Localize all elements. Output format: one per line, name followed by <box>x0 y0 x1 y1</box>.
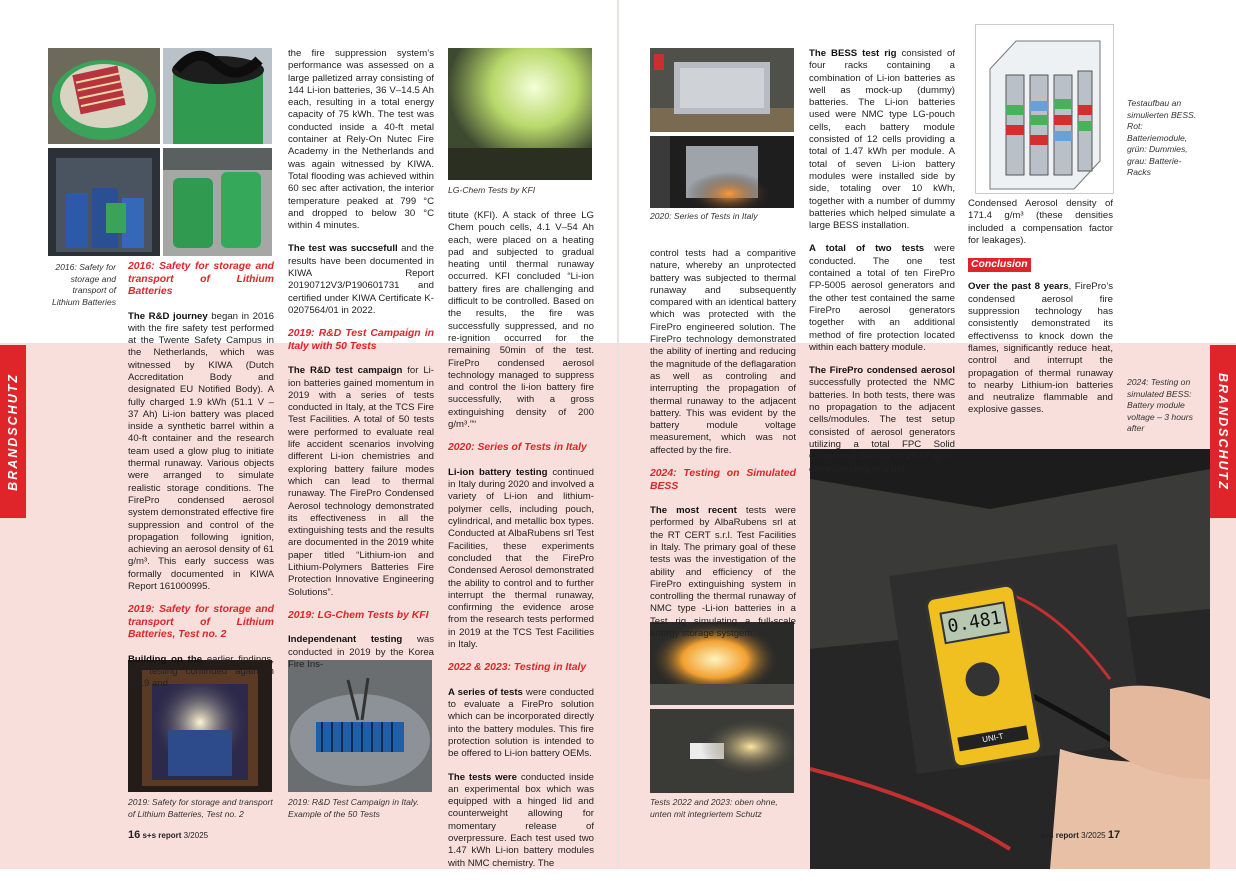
caption-2016: 2016: Safety for storage and transport of Lithium Batteries <box>51 262 116 307</box>
caption-2019-no2: 2019: Safety for storage and transport of Lithium Batteries, Test no. 2 <box>128 797 273 819</box>
heading-lgchem: 2019: LG-Chem Tests by KFI <box>288 609 429 621</box>
photo-battery-module-2020 <box>650 48 794 132</box>
caption-2024: 2024: Testing on simulated BESS: Battery module voltage – 3 hours after <box>1127 377 1193 433</box>
multimeter-display: 0.481 <box>939 601 1010 644</box>
heading-2016: 2016: Safety for storage and transport of Lithium Batteries <box>128 261 274 297</box>
photo-burnt-barrel <box>163 48 272 144</box>
column-3: titute (KFI). A stack of three LG Chem pouch cells, 4.1 V–54 Ah each, were placed on a heating pad and subjected to gradual heating until thermal runaway occurred. KFI concluded “Li-ion battery fires are challenging and difficult to be controlled. Based on the results, the fire was successfully suppressed, and no re-ignition occurred for the remaining 50min of the test. FirePro condensed aerosol technology managed to suppress and control the li-ion battery fire successfully, with a gross extinguishing density of 200 g/m³.”“ 2020: Series of Tests in Italy Li-ion battery testing continued in Italy during 2020 and involved a variety of Li-ion and lithium-polymer cells, including pouch, cylindrical, and metallic box types. Conducted at AlbaRubens srl Test Facilities, these experiments concluded that the FirePro Condensed Aerosol demonstrated the ability to control and to further interrupt the thermal runaway, confirming the evidence arose from the research tests performed in 2019 at the TCS Test Facilities in Italy. 2022 & 2023: Testing in Italy A series of tests were conducted to evaluate a FirePro solution which can be incorporated directly into the battery modules. This fire protection solution is intended to be offered to Li-ion battery OEMs. The tests were conducted inside an experimental box which was equipped with a hinged lid and counterweight allowing for momentary release of overpressure. Each test used two 1.47 kWh Li-ion battery modules with NMC chemistry. The <box>448 210 595 869</box>
photo-barrel-batteries <box>48 48 160 144</box>
folio-left: 16 s+s report 3/2025 <box>128 829 209 841</box>
folio-right: s+s report 3/2025 17 <box>1040 829 1121 841</box>
photo-multimeter-measurement <box>810 449 1210 869</box>
gutter <box>617 0 619 869</box>
photo-test-2022-bottom <box>650 709 794 793</box>
column-2: the fire suppression system’s performance was assessed on a large palletized array consisting of 144 Li-ion batteries, 36 V–14.5 Ah each, resulting in a total energy capacity of 75 kWh. The test was conducted inside a 40-ft metal container at Rely-On Nutec Fire Academy in the Netherlands and was again witnessed by KIWA. Total flooding was achieved within 60 sec after activation, the interior temperature peaked at 799 °C and dropped to below 30 °C within 4 minutes. The test was succsefull and the results have been documented in KIWA Report 20190712V3/P190601731 and certified under KIWA Certificate K-0207564/01 in 2022. 2019: R&D Test Campaign in Italy with 50 Tests The R&D test campaign for Li-ion batteries gained momentum in 2019 with a series of tests conducted in Italy, at the TCS Fire Test Facilities. A total of 50 tests were performed to evaluate real life accident scenarios involving different Li-ion chemistries and exploring battery failure modes which can lead to thermal runaway. The FirePro Condensed Aerosol technology demonstrated its effectiveness in all the extinguishing tests and the results are documented in the 2019 white paper titled “Lithium-ion and Lithium-Polymers Batteries Fire Protection Innovative Engineering Solutions”. 2019: LG-Chem Tests by KFI Independenant testing was conducted in 2019 by the Korea Fire Ins- <box>288 48 434 670</box>
side-label-right: BRANDSCHUTZ <box>1210 345 1236 518</box>
heading-2019-no2: 2019: Safety for storage and transport of Lithium Batteries, Test no. 2 <box>128 604 274 641</box>
heading-conclusion: Conclusion <box>968 258 1031 272</box>
photo-green-barrels <box>163 148 272 256</box>
photo-lgchem-fire <box>448 48 592 180</box>
heading-2022-2023: 2022 & 2023: Testing in Italy <box>448 662 587 674</box>
multimeter-brand: UNI-T <box>957 725 1028 751</box>
column-4: control tests had a comparitive nature, whereby an unprotected battery was subjected to thermal runaway and subsequently compared with an identical battery which was protected with the FirePro engineered solution. The FirePro technology demonstrated the ability of inerting and reducing the magnitude of the deflagaration as well as controling and interrupting the propagation of thermal runaway to the adjacent battery. This was evident by the battery module voltage measurement, which was not affected by the fire. 2024: Testing on Simulated BESS The most recent tests were performed by AlbaRubens srl at the RT CERT s.r.l. Test Facilities in Italy. The primary goal of these tests was the investigation of the ability and efficiency of the FirePro extinguishing system in controlling the thermal runaway of NMC type -Li-ion batteries in a Test rig simulating a full-scale energy storage systgem. <box>650 248 796 640</box>
heading-2024: 2024: Testing on Simulated BESS <box>650 468 796 492</box>
side-label-left: BRANDSCHUTZ <box>0 345 26 518</box>
column-1: 2016: Safety for storage and transport of Lithium Batteries The R&D journey began in 2016 with the fire safety test performed at the Twente Safety Campus in the Netherlands, which was witnessed by KIWA (Dutch Accreditation Body and designated EU Notified Body). A fully charged 1.9 kWh (51.1 V – 37 Ah) Li-ion battery was placed inside a synthetic barrel within a 40-ft container and the research team used a glow plug to initiate thermal runaway. Various objects were arranged to simulate realistic storage conditions. The FirePro condensed aerosol system demonstrated effective fire suppression and control of the propagation following ignition, achieving an aerosol density of 61 g/m³. This early success was formally documented in KIWA Report 161000995. 2019: Safety for storage and transport of Lithium Batteries, Test no. 2 Building on the earlier findings, the testing continued again in 2019 and <box>128 261 274 690</box>
column-5: The BESS test rig consisted of four racks containing a combination of Li-ion batteries as well as mock-up (dummy) batteries. The Li-ion batteries used were NMC type LG-pouch cells, each battery module consisted of 12 cells providing a total of 1.47 kWh per module. A total of seven Li-ion battery modules were installed side by side, totaling over 10 kWh, together with a number of dummy batteries which helped simulate a large BESS installation. A total of two tests were conducted. The one test contained a total of ten FirePro FP-5005 aerosol generators and the other test contained the same FirePro aerosol generators together with an additional method of fire protection located within each battery module. The FirePro condensed aerosol successfully protected the NMC batteries. In both tests, there was no propagation to the adjacent cells/modules. The test setup consisted of aerosol generators utilizing a total FPC Solid Compound Density of 259.7 g/m³, corresponding to a net <box>809 48 955 475</box>
heading-2019-italy: 2019: R&D Test Campaign in Italy with 50 Tests <box>288 328 434 352</box>
diagram-bess-rig <box>975 24 1114 194</box>
caption-2020: 2020: Series of Tests in Italy <box>650 211 758 221</box>
photo-tests-italy-2020 <box>650 136 794 208</box>
caption-testaufbau: Testaufbau an simulierten BESS. Rot: Batteriemodule, grün: Dummies, grau: Batterie-Racks <box>1127 98 1197 177</box>
heading-2020: 2020: Series of Tests in Italy <box>448 442 587 454</box>
photo-container-interior <box>48 148 160 256</box>
caption-lgchem: LG-Chem Tests by KFI <box>448 185 536 195</box>
multimeter-dial <box>963 660 1002 699</box>
caption-2019-italy: 2019: R&D Test Campaign in Italy. Example of the 50 Tests <box>288 797 419 819</box>
column-6: Condensed Aerosol density of 171.4 g/m³ (these densities included a compensation factor for leakages). Conclusion Over the past 8 years, FirePro’s condensed aerosol fire suppression technology has consistently demonstrated its effectivenss to knock down the flames, significantly reduce heat, control and interrupt the propagation of thermal runaway to nearby Lithium-ion batteries and neutralize flammable and explosive gasses. <box>968 198 1113 416</box>
caption-2022: Tests 2022 and 2023: oben ohne, unten mit integriertem Schutz <box>650 797 778 819</box>
